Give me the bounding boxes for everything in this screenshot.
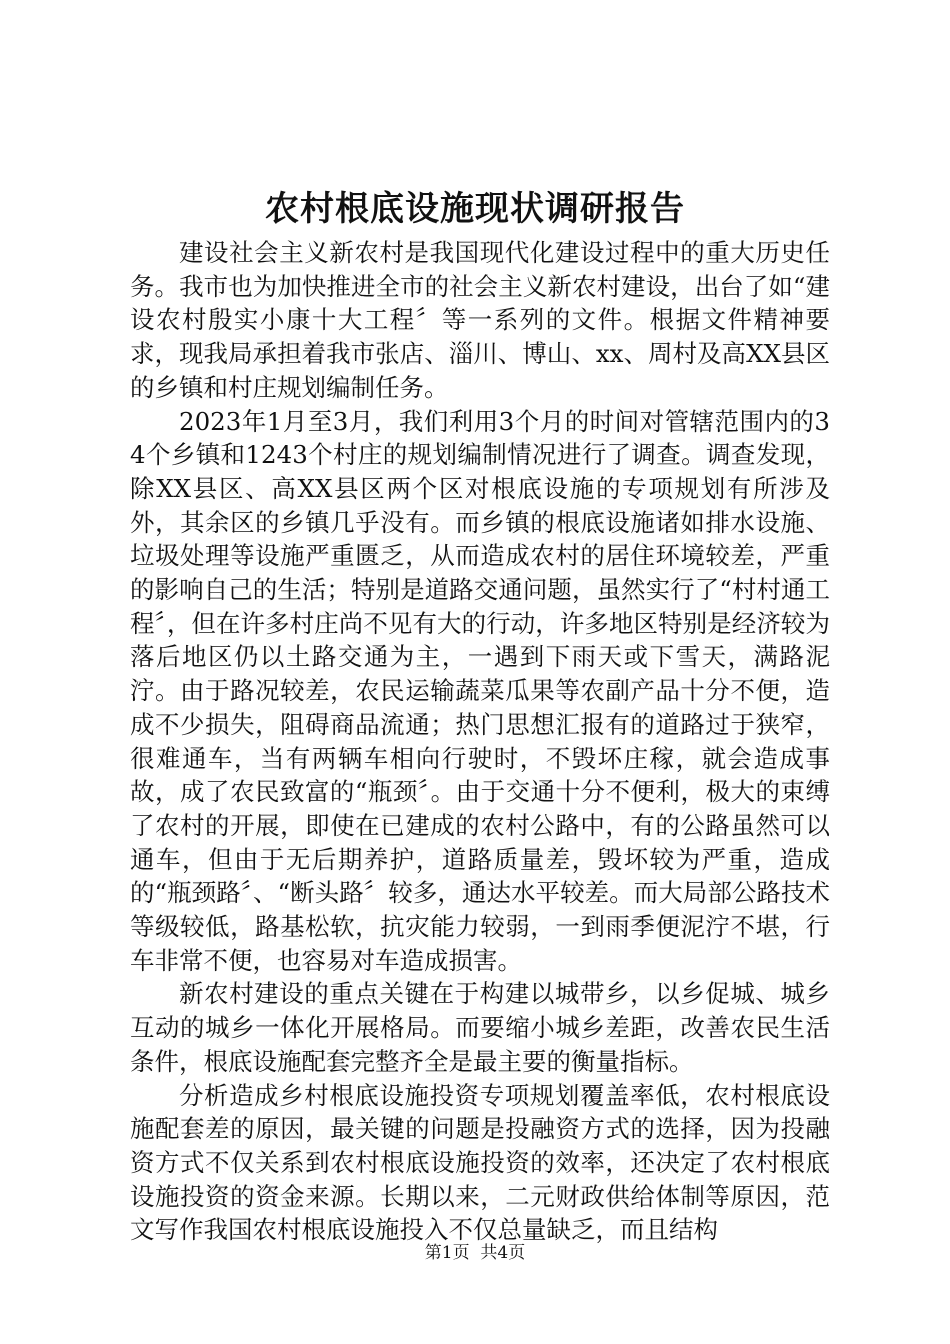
page-footer [0, 1241, 950, 1265]
paragraph-3: 新农村建设的重点关键在于构建以城带乡，以乡促城、城乡互动的城乡一体化开展格局。而要缩小城乡差距，改善农民生活条件，根底设施配套完整齐全是最主要的衡量指标。 [130, 979, 830, 1076]
document-body [130, 236, 830, 1247]
page-number: 第1页 [424, 1243, 470, 1263]
page-total: 共4页 [480, 1243, 526, 1263]
document-title: 农村根底设施现状调研报告 [265, 189, 685, 229]
paragraph-2: 2023年1月至3月，我们利用3个月的时间对管辖范围内的34个乡镇和1243个村庄的规划编制情况进行了调查。调查发现，除XX县区、高XX县区两个区对根底设施的专项规划有所涉及外，其余区的乡镇几乎没有。而乡镇的根底设施诸如排水设施、垃圾处理等设施严重匮乏，从而造成农村的居住环境较差，严重的影响自己的生活；特别是道路交通问题，虽然实行了“村村通工程〞，但在许多村庄尚不见有大的行动，许多地区特别是经济较为落后地区仍以土路交通为主，一遇到下雨天或下雪天，满路泥泞。由于路况较差，农民运输蔬菜瓜果等农副产品十分不便，造成不少损失，阻碍商品流通；热门思想汇报有的道路过于狭窄，很难通车，当有两辆车相向行驶时，不毁坏庄稼，就会造成事故，成了农民致富的“瓶颈〞。由于交通十分不便利，极大的束缚了农村的开展，即使在已建成的农村公路中，有的公路虽然可以通车，但由于无后期养护，道路质量差，毁坏较为严重，造成的“瓶颈路〞、“断头路〞较多，通达水平较差。而大局部公路技术等级较低，路基松软，抗灾能力较弱，一到雨季便泥泞不堪，行车非常不便，也容易对车造成损害。 [130, 406, 830, 975]
paragraph-1: 建设社会主义新农村是我国现代化建设过程中的重大历史任务。我市也为加快推进全市的社会主义新农村建设，出台了如“建设农村殷实小康十大工程〞等一系列的文件。根据文件精神要求，现我局承担着我市张店、淄川、博山、xx、周村及高XX县区的乡镇和村庄规划编制任务。 [130, 238, 830, 402]
paragraph-4: 分析造成乡村根底设施投资专项规划覆盖率低，农村根底设施配套差的原因，最关键的问题是投融资方式的选择，因为投融资方式不仅关系到农村根底设施投资的效率，还决定了农村根底设施投资的资金来源。长期以来，二元财政供给体制等原因，范文写作我国农村根底设施投入不仅总量缺乏，而且结构 [130, 1080, 830, 1245]
